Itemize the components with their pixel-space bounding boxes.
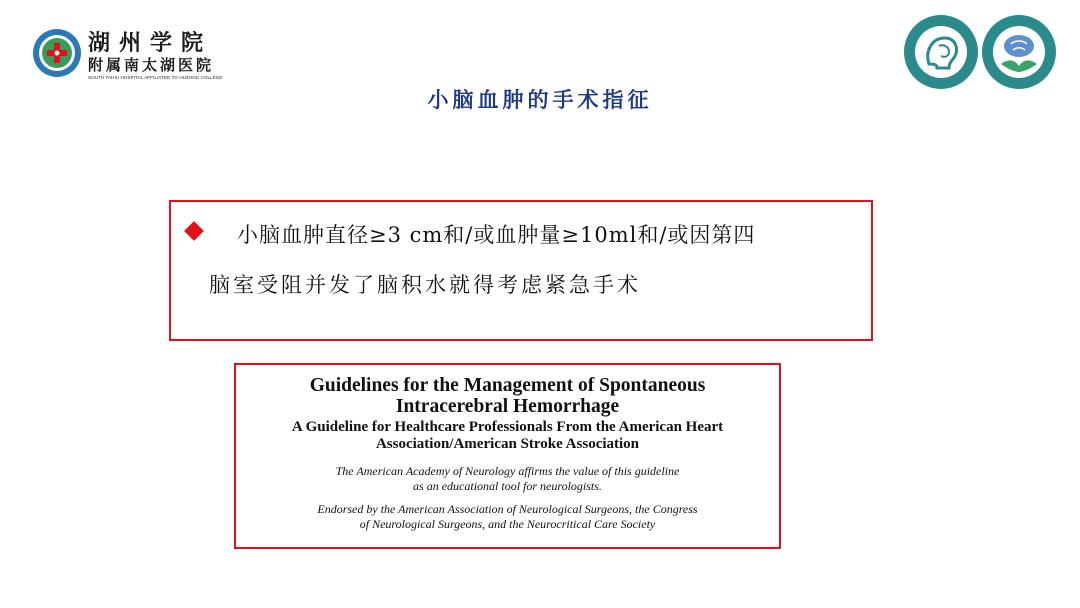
hospital-name: 附属南太湖医院 [88, 56, 215, 74]
guideline-subtitle-line-2: Association/American Stroke Association [375, 436, 640, 452]
guideline-title [236, 375, 779, 417]
criteria-line-2: 脑室受阻并发了脑积水就得考虑紧急手术 [209, 273, 641, 297]
endorsement-line-2: of Neurological Surgeons, and the Neurocritical Care Society [359, 517, 656, 531]
bullet-diamond-icon [184, 221, 204, 241]
affirmation-line-2: as an educational tool for neurologists. [413, 479, 602, 493]
hospital-english-name: SOUTH TAIHU HOSPITAL AFFILIATED TO HUZHOU COLLEGE [88, 75, 223, 80]
hospital-seal-icon [32, 28, 82, 78]
slide-title: 小脑血肿的手术指征 [427, 87, 653, 112]
guideline-endorsement [236, 502, 779, 532]
surgical-criteria-box [169, 200, 873, 341]
guideline-excerpt [234, 363, 781, 549]
guideline-subtitle [236, 419, 779, 453]
guideline-subtitle-line-1: A Guideline for Healthcare Professionals From the American Heart [291, 419, 724, 435]
college-name: 湖州学院 [88, 30, 213, 56]
hospital-logo [32, 28, 232, 80]
neuro-center-badge-icon [903, 14, 979, 90]
affirmation-line-1: The American Academy of Neurology affirms the value of this guideline [335, 464, 680, 478]
endorsement-line-1: Endorsed by the American Association of Neurological Surgeons, the Congress [317, 502, 698, 516]
guideline-title-line-1: Guidelines for the Management of Spontaneous [309, 375, 706, 396]
guideline-title-line-2: Intracerebral Hemorrhage [395, 396, 620, 417]
guideline-affirmation [236, 464, 779, 494]
department-badges [903, 14, 1063, 94]
neurosurgery-badge-icon [981, 14, 1057, 90]
criteria-line-1: 小脑血肿直径≥3 cm和/或血肿量≥10ml和/或因第四 [237, 223, 756, 247]
